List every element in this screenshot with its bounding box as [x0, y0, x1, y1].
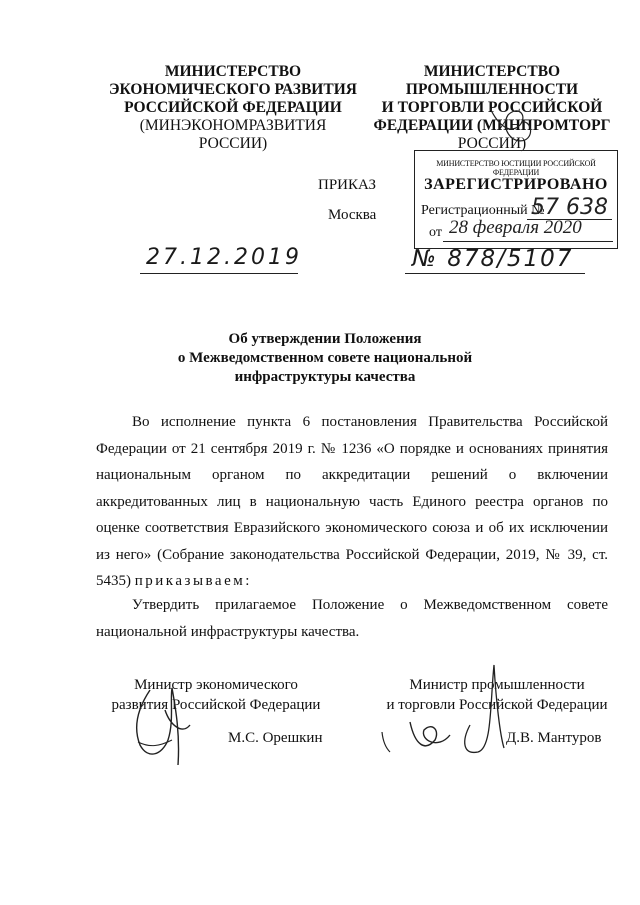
paragraph-1-text: Во исполнение пункта 6 постановления Правительства Российской Федерации от 21 сентября 2019 г. № 1236 «О порядке и основаниях принятия национальным органом по аккредитации решений о включении аккредитованных лиц в национальную часть Единого реестра органов по оценке соответствия Евразийского экономического союза и об их исключении из него» (Собрание законодательства Российской Федерации, 2019, № 39, ст. 5435): [96, 414, 608, 589]
title-line2: о Межведомственном совете национальной: [177, 350, 473, 366]
order-number-line: [405, 273, 585, 274]
document-title: [160, 330, 490, 387]
registration-stamp: [414, 150, 618, 249]
signature-left-name: М.С. Орешкин: [228, 730, 323, 746]
order-date-line: [140, 273, 298, 274]
order-word: приказываем:: [134, 573, 252, 589]
left-position-line1: Министр экономического: [134, 677, 298, 693]
ministry-right-header: [372, 63, 612, 153]
stamp-reg-label: Регистрационный №: [421, 203, 545, 218]
body-paragraph-1: [96, 409, 608, 595]
ministry-left-line2: ЭКОНОМИЧЕСКОГО РАЗВИТИЯ: [109, 81, 357, 98]
ministry-right-line1: МИНИСТЕРСТВО: [423, 63, 561, 80]
stamp-reg-number: 57 638: [531, 195, 608, 220]
ministry-left-line5: РОССИИ): [198, 135, 268, 152]
title-line1: Об утверждении Положения: [228, 331, 422, 347]
ministry-left-header: [88, 63, 378, 153]
ministry-left-line3: РОССИЙСКОЙ ФЕДЕРАЦИИ: [124, 99, 342, 116]
document-type: ПРИКАЗ: [318, 177, 376, 193]
ministry-right-line5: РОССИИ): [457, 135, 527, 152]
right-position-line2: и торговли Российской Федерации: [386, 697, 608, 713]
paragraph-2-text: Утвердить прилагаемое Положение о Межведомственном совете национальной инфраструктуры качества.: [96, 597, 608, 640]
signature-right-position: [382, 675, 612, 715]
title-line3: инфраструктуры качества: [234, 369, 416, 385]
body-paragraph-2: [96, 592, 608, 645]
ministry-left-line4: (МИНЭКОНОМРАЗВИТИЯ: [139, 117, 327, 134]
stamp-status: ЗАРЕГИСТРИРОВАНО: [424, 176, 608, 193]
order-number: № 878/5107: [412, 246, 574, 272]
stamp-authority: МИНИСТЕРСТВО ЮСТИЦИИ РОССИЙСКОЙ ФЕДЕРАЦИИ: [436, 159, 596, 177]
document-city: Москва: [328, 207, 377, 223]
left-position-line2: развития Российской Федерации: [111, 697, 321, 713]
ministry-right-line2: ПРОМЫШЛЕННОСТИ: [405, 81, 579, 98]
order-date: 27.12.2019: [146, 245, 302, 270]
stamp-date-underline: [443, 241, 613, 242]
ministry-right-line3: И ТОРГОВЛИ РОССИЙСКОЙ: [381, 99, 603, 116]
ministry-right-line4: ФЕДЕРАЦИИ (МИНПРОМТОРГ: [373, 117, 611, 134]
stamp-date-label: от: [429, 225, 442, 240]
signature-right-name: Д.В. Мантуров: [506, 730, 602, 746]
signature-left-position: [96, 675, 336, 715]
right-position-line1: Министр промышленности: [409, 677, 585, 693]
stamp-date-value: 28 февраля 2020: [449, 217, 582, 238]
ministry-left-line1: МИНИСТЕРСТВО: [164, 63, 302, 80]
